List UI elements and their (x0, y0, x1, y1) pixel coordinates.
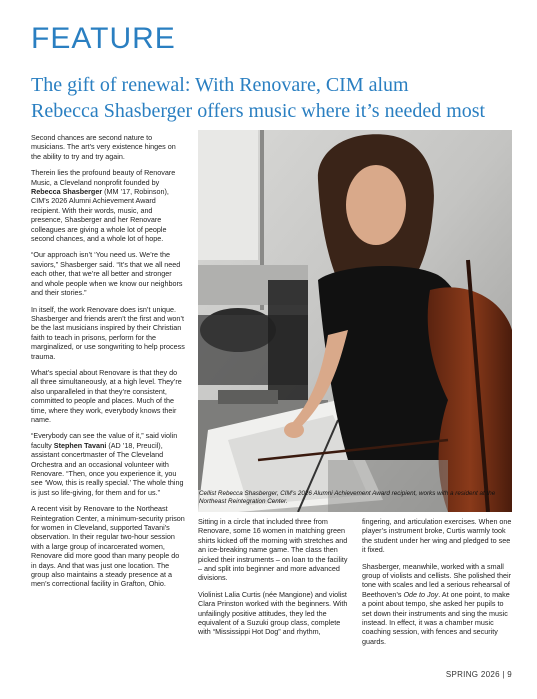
headline-line-2: Rebecca Shasberger offers music where it’s needed most (31, 100, 486, 122)
headline-line-1: The gift of renewal: With Renovare, CIM alum (31, 74, 409, 96)
paragraph: What’s special about Renovare is that they do all three simultaneously, at a high level. They’re also unparalleled in that they’re consistent, committed to people and places. Much of the time, where they work, everybody knows their name. (31, 367, 182, 424)
work-title: Ode to Joy (403, 589, 439, 599)
article-column-2 (198, 517, 348, 644)
paragraph: Second chances are second nature to musicians. The art’s very existence hinges on the ability to try and try again. (31, 133, 176, 161)
person-name: Rebecca Shasberger (31, 187, 103, 197)
paragraph: Shasberger, meanwhile, worked with a small group of violists and cellists. She polished their tone with scales and led a serious rehearsal of Beethoven’s Ode to Joy. At one point, to make a point about tempo, she asked her pupils to set down their instruments and sing the music instead. In effect, it was a chamber music coaching session, with fences and security guards. (362, 561, 512, 646)
paragraph: Sitting in a circle that included three from Renovare, some 16 women in matching green shirts kicked off the morning with stretches and an ice-breaking name game. The class then picked their instruments – on loan to the facility – and split into beginner and more advanced divisions. (198, 517, 348, 583)
paragraph: Therein lies the profound beauty of Renovare Music, a Cleveland nonprofit founded by Rebecca Shasberger (MM ’17, Robinson), CIM’s 2026 Alumni Achievement Award recipient. With their words, music, and presence, Shasberger and her Renovare colleagues are giving a whole lot of people second chances, and a whole lot of hope. (31, 168, 176, 244)
page-footer: SPRING 2026 | 9 (445, 670, 512, 679)
paragraph: A recent visit by Renovare to the Northeast Reintegration Center, a minimum-security prison for women in Cleveland, supported Tavani’s observation. In their regular two-hour session with a large group of incarcerated women, Renovare did more good than many people do in days. And that was just one location. The group also maintains a steady presence at a men’s correctional facility in Grafton, Ohio. (31, 504, 185, 589)
paragraph: fingering, and articulation exercises. When one player’s instrument broke, Curtis warmly took the student under her wing and pledged to see it fixed. (362, 517, 512, 555)
person-name: Stephen Tavani (53, 440, 107, 450)
paragraph: “Everybody can see the value of it,” said violin faculty Stephen Tavani (AD ’18, Preucil), assistant concertmaster of The Cleveland Orchestra and an occasional volunteer with Renovare. “Then, once you experience it, you see ‘Wow, this is really special.’ The whole thing is just so life-giving, for them and for us.” (31, 431, 184, 497)
article-column-3 (362, 517, 512, 653)
headline (31, 72, 511, 124)
paragraph: “Our approach isn’t ‘You need us. We’re the saviors,” Shasberger said. “It’s that we all need each other, that we’re all better and stronger and whole people when we know our neighbors and their stories.” (31, 250, 183, 298)
paragraph: In itself, the work Renovare does isn’t unique. Shasberger and friends aren’t the first and won’t be the last musicians inspired by their Christian faith to teach in prisons, perform for the marginalized, or use songwriting to help process trauma. (31, 304, 185, 361)
paragraph: Violinist Lalia Curtis (née Mangione) and violist Clara Prinston worked with the beginners. With unfailingly positive attitudes, they led the equivalent of a Suzuki group class, complete with “Mississippi Hot Dog” and rhythm, (198, 589, 348, 637)
section-label: FEATURE (31, 22, 176, 55)
feature-photo (198, 130, 512, 512)
article-column-1 (31, 133, 185, 596)
photo-caption: Cellist Rebecca Shasberger, CIM’s 2026 Alumni Achievement Award recipient, works with a resident at the Northeast Reintegration Center. (199, 490, 496, 505)
